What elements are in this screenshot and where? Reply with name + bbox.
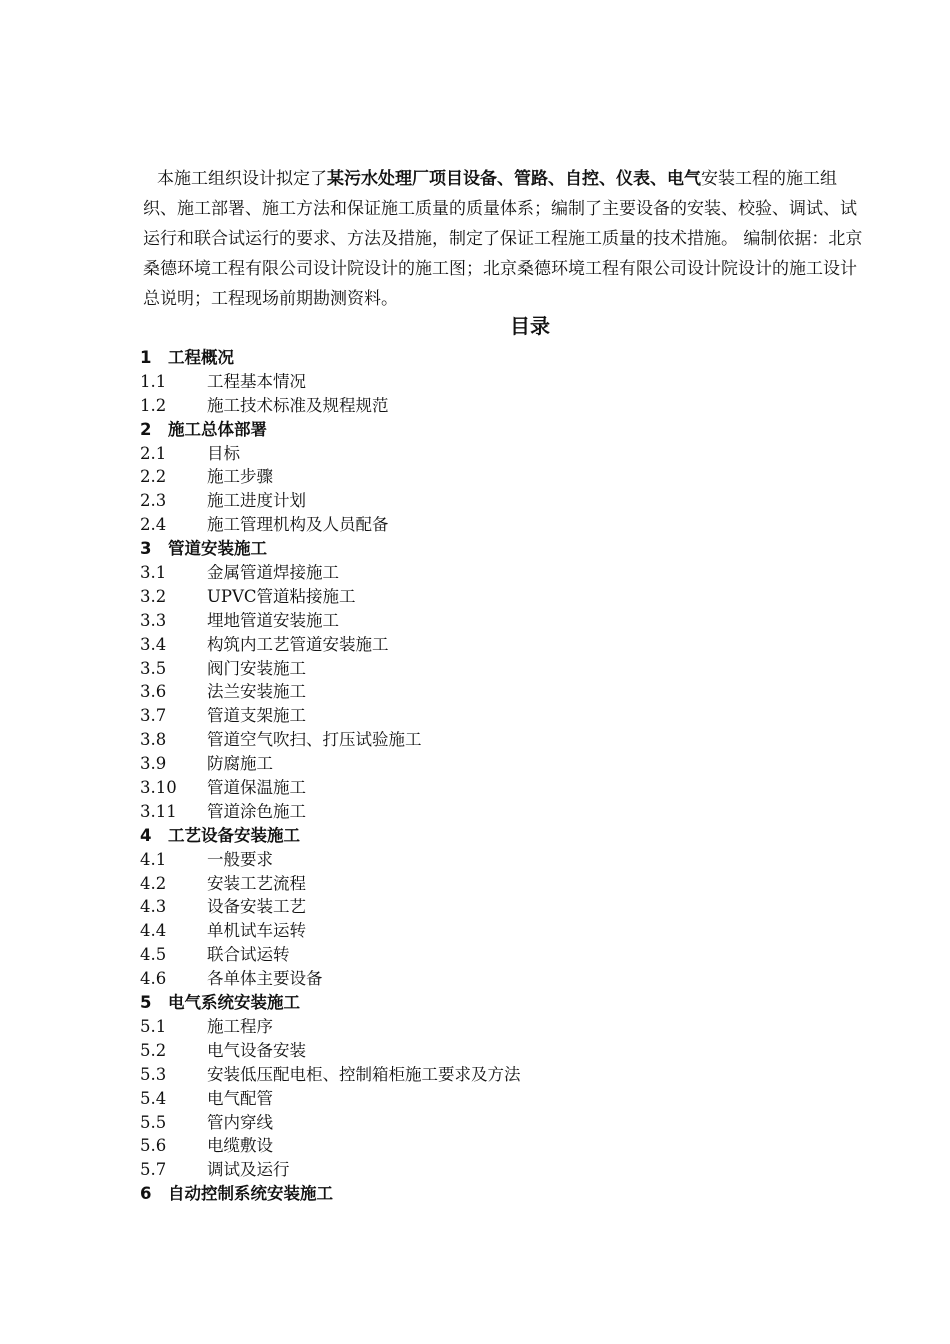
toc-entry-number: 5.5: [140, 1112, 167, 1132]
toc-section-entry[interactable]: [140, 776, 840, 800]
toc-entry-label: 管道涂色施工: [207, 801, 306, 821]
table-of-contents: [140, 346, 840, 1206]
toc-entry-label: 安装工艺流程: [207, 873, 306, 893]
toc-entry-label: 调试及运行: [207, 1160, 290, 1180]
toc-section-entry[interactable]: [140, 895, 840, 919]
toc-entry-number: 1.2: [140, 395, 167, 415]
toc-section-entry[interactable]: [140, 513, 840, 537]
toc-entry-label: 管道安装施工: [168, 539, 267, 559]
toc-entry-label: 金属管道焊接施工: [207, 563, 339, 583]
toc-entry-label: 自动控制系统安装施工: [168, 1184, 333, 1204]
toc-entry-number: 3.5: [140, 658, 167, 678]
toc-section-entry[interactable]: [140, 1087, 840, 1111]
toc-entry-label: 目标: [207, 443, 240, 463]
toc-entry-number: 4.2: [140, 873, 167, 893]
toc-entry-number: 2.3: [140, 491, 167, 511]
toc-entry-label: 联合试运转: [207, 945, 290, 965]
toc-entry-label: UPVC管道粘接施工: [207, 586, 356, 606]
toc-entry-label: 构筑内工艺管道安装施工: [207, 634, 389, 654]
toc-entry-label: 施工步骤: [207, 467, 273, 487]
toc-entry-label: 防腐施工: [207, 754, 273, 774]
toc-entry-number: 1: [140, 348, 152, 367]
toc-chapter-entry[interactable]: [140, 824, 840, 848]
toc-section-entry[interactable]: [140, 465, 840, 489]
toc-entry-label: 电气设备安装: [207, 1040, 306, 1060]
toc-section-entry[interactable]: [140, 800, 840, 824]
toc-entry-label: 设备安装工艺: [207, 897, 306, 917]
toc-entry-label: 埋地管道安装施工: [207, 610, 339, 630]
toc-section-entry[interactable]: [140, 585, 840, 609]
toc-entry-number: 3.11: [140, 801, 177, 821]
toc-section-entry[interactable]: [140, 1158, 840, 1182]
toc-entry-label: 管内穿线: [207, 1112, 273, 1132]
toc-entry-number: 3: [140, 539, 152, 559]
toc-entry-number: 3.6: [140, 682, 167, 702]
toc-chapter-entry[interactable]: [140, 418, 840, 442]
toc-section-entry[interactable]: [140, 919, 840, 943]
toc-entry-label: 施工进度计划: [207, 491, 306, 511]
toc-entry-label: 施工技术标准及规程规范: [207, 395, 389, 415]
toc-entry-number: 3.2: [140, 586, 167, 606]
toc-entry-label: 单机试车运转: [207, 921, 306, 941]
intro-text-2: 安装工程的施工组织、施工部署、施工方法和保证施工质量的质量体系；编制了主要设备的安装、校验、调试、试运行和联合试运行的要求、方法及措施，制定了保证工程施工质量的技术措施。 编制依据：北京桑德环境工程有限公司设计院设计的施工图；北京桑德环境工程有限公司设计院设计的施工设计总说明；工程现场前期勘测资料。: [143, 169, 863, 309]
intro-paragraph: [143, 164, 863, 314]
toc-section-entry[interactable]: [140, 872, 840, 896]
toc-entry-number: 3.8: [140, 730, 167, 750]
toc-entry-number: 4.1: [140, 849, 167, 869]
toc-entry-number: 3.1: [140, 563, 167, 583]
toc-entry-label: 工程概况: [168, 348, 234, 367]
toc-section-entry[interactable]: [140, 561, 840, 585]
toc-entry-label: 施工管理机构及人员配备: [207, 515, 389, 535]
toc-section-entry[interactable]: [140, 704, 840, 728]
toc-entry-label: 电气系统安装施工: [168, 993, 300, 1013]
toc-section-entry[interactable]: [140, 680, 840, 704]
toc-entry-number: 5.1: [140, 1016, 167, 1036]
toc-section-entry[interactable]: [140, 1111, 840, 1135]
toc-entry-number: 5.4: [140, 1088, 167, 1108]
intro-text-1: 本施工组织设计拟定了: [157, 169, 327, 189]
toc-section-entry[interactable]: [140, 489, 840, 513]
toc-entry-label: 工艺设备安装施工: [168, 825, 300, 845]
toc-section-entry[interactable]: [140, 1134, 840, 1158]
toc-section-entry[interactable]: [140, 1015, 840, 1039]
toc-entry-label: 法兰安装施工: [207, 682, 306, 702]
toc-entry-label: 施工程序: [207, 1016, 273, 1036]
toc-section-entry[interactable]: [140, 943, 840, 967]
toc-entry-label: 电缆敷设: [207, 1136, 273, 1156]
toc-chapter-entry[interactable]: [140, 991, 840, 1015]
toc-entry-number: 1.1: [140, 371, 167, 391]
toc-entry-label: 工程基本情况: [207, 371, 306, 391]
toc-entry-number: 2: [140, 419, 152, 439]
toc-entry-number: 4.5: [140, 945, 167, 965]
toc-section-entry[interactable]: [140, 633, 840, 657]
toc-entry-number: 3.10: [140, 778, 177, 798]
toc-section-entry[interactable]: [140, 609, 840, 633]
intro-bold-scope: 某污水处理厂项目设备、管路、自控、仪表、电气: [327, 169, 701, 189]
toc-entry-number: 2.1: [140, 443, 167, 463]
toc-entry-number: 4.4: [140, 921, 167, 941]
toc-entry-label: 一般要求: [207, 849, 273, 869]
toc-entry-number: 5.6: [140, 1136, 167, 1156]
toc-entry-number: 3.4: [140, 634, 167, 654]
toc-entry-number: 5.7: [140, 1160, 167, 1180]
toc-entry-number: 3.9: [140, 754, 167, 774]
toc-section-entry[interactable]: [140, 967, 840, 991]
toc-entry-number: 3.7: [140, 706, 167, 726]
toc-entry-label: 各单体主要设备: [207, 969, 323, 989]
toc-section-entry[interactable]: [140, 370, 840, 394]
toc-entry-label: 阀门安装施工: [207, 658, 306, 678]
toc-entry-label: 施工总体部署: [168, 419, 267, 439]
toc-entry-number: 4.6: [140, 969, 167, 989]
toc-entry-number: 5: [140, 993, 152, 1013]
toc-entry-number: 6: [140, 1184, 152, 1204]
toc-section-entry[interactable]: [140, 1039, 840, 1063]
toc-entry-number: 2.2: [140, 467, 167, 487]
toc-section-entry[interactable]: [140, 1063, 840, 1087]
toc-section-entry[interactable]: [140, 848, 840, 872]
toc-section-entry[interactable]: [140, 442, 840, 466]
toc-entry-number: 5.2: [140, 1040, 167, 1060]
toc-section-entry[interactable]: [140, 657, 840, 681]
toc-chapter-entry[interactable]: [140, 346, 840, 370]
toc-section-entry[interactable]: [140, 752, 840, 776]
toc-title: 目录: [510, 314, 550, 338]
toc-entry-label: 管道空气吹扫、打压试验施工: [207, 730, 422, 750]
toc-entry-number: 4: [140, 825, 152, 845]
toc-entry-label: 管道支架施工: [207, 706, 306, 726]
toc-entry-number: 5.3: [140, 1064, 167, 1084]
toc-entry-number: 3.3: [140, 610, 167, 630]
toc-section-entry[interactable]: [140, 394, 840, 418]
toc-entry-label: 管道保温施工: [207, 778, 306, 798]
toc-entry-label: 电气配管: [207, 1088, 273, 1108]
toc-entry-number: 2.4: [140, 515, 167, 535]
toc-entry-label: 安装低压配电柜、控制箱柜施工要求及方法: [207, 1064, 521, 1084]
toc-chapter-entry[interactable]: [140, 537, 840, 561]
toc-entry-number: 4.3: [140, 897, 167, 917]
toc-section-entry[interactable]: [140, 728, 840, 752]
toc-chapter-entry[interactable]: [140, 1182, 840, 1206]
